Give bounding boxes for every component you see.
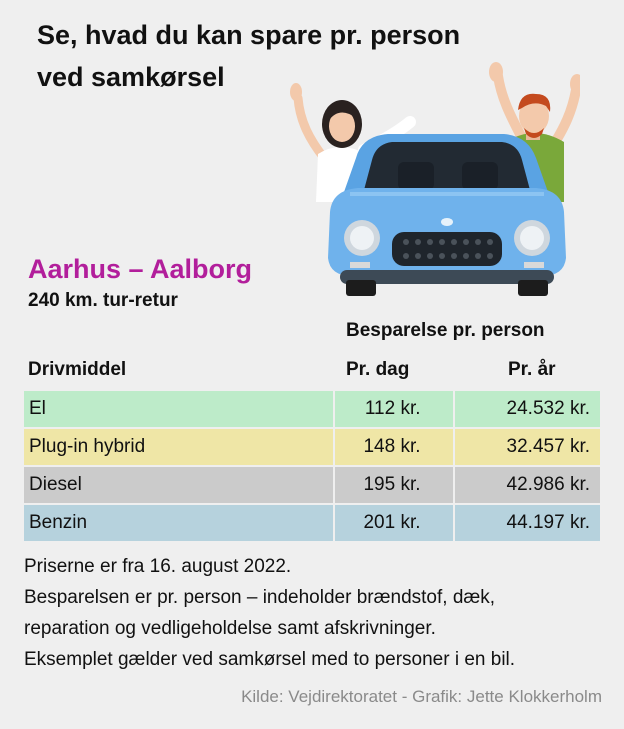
per-year-cell: 42.986 kr. <box>455 467 600 503</box>
column-header-per-year: Pr. år <box>508 359 556 380</box>
table-row-benzin <box>24 505 600 541</box>
per-day-cell: 112 kr. <box>335 391 453 427</box>
column-header-per-day: Pr. dag <box>346 359 410 380</box>
table-row-diesel <box>24 467 600 503</box>
per-year-cell: 32.457 kr. <box>455 429 600 465</box>
route-heading: Aarhus – Aalborg <box>28 254 253 284</box>
table-row-el <box>24 391 600 427</box>
footnotes <box>24 551 614 675</box>
fuel-name-cell: Diesel <box>24 467 333 503</box>
column-header-fuel: Drivmiddel <box>28 359 127 380</box>
per-day-cell: 195 kr. <box>335 467 453 503</box>
title-line-1: Se, hvad du kan spare pr. person <box>37 20 461 50</box>
note-line: Priserne er fra 16. august 2022. <box>24 556 292 577</box>
per-year-cell: 44.197 kr. <box>455 505 600 541</box>
savings-group-header: Besparelse pr. person <box>346 320 545 341</box>
per-year-cell: 24.532 kr. <box>455 391 600 427</box>
source-credit: Kilde: Vejdirektoratet - Grafik: Jette Klokkerholm <box>241 687 602 706</box>
table-row-plug-in-hybrid <box>24 429 600 465</box>
note-line: Besparelsen er pr. person – indeholder brændstof, dæk, <box>24 587 496 608</box>
fuel-name-cell: Benzin <box>24 505 333 541</box>
fuel-name-cell: El <box>24 391 333 427</box>
fuel-name-cell: Plug-in hybrid <box>24 429 333 465</box>
car-illustration <box>328 134 566 296</box>
per-day-cell: 201 kr. <box>335 505 453 541</box>
note-line: Eksemplet gælder ved samkørsel med to personer i en bil. <box>24 649 516 670</box>
per-day-cell: 148 kr. <box>335 429 453 465</box>
title-line-2: ved samkørsel <box>37 62 225 92</box>
distance-label: 240 km. tur-retur <box>28 290 178 311</box>
note-line: reparation og vedligeholdelse samt afskrivninger. <box>24 618 436 639</box>
carpool-illustration <box>280 62 580 302</box>
savings-table <box>24 391 600 543</box>
